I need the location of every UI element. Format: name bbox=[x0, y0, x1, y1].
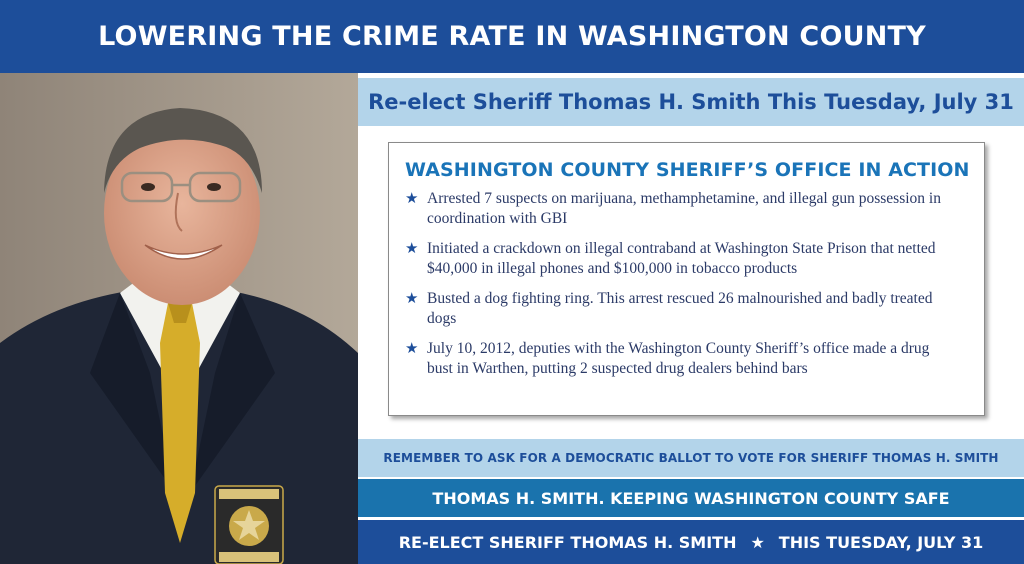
banner-title: LOWERING THE CRIME RATE IN WASHINGTON COUNTY bbox=[98, 21, 926, 52]
star-icon: ★ bbox=[405, 291, 419, 307]
slogan-banner bbox=[358, 479, 1024, 517]
top-banner bbox=[0, 0, 1024, 73]
action-item bbox=[405, 189, 968, 229]
reelect-right-text: THIS TUESDAY, JULY 31 bbox=[778, 532, 984, 552]
action-title: WASHINGTON COUNTY SHERIFF’S OFFICE IN ACTION bbox=[405, 159, 970, 181]
sheriff-portrait-illustration bbox=[0, 73, 358, 564]
star-icon: ★ bbox=[750, 532, 765, 552]
ballot-reminder bbox=[358, 439, 1024, 477]
action-item-text: Arrested 7 suspects on marijuana, methamphetamine, and illegal gun possession in coordination with GBI bbox=[427, 190, 941, 227]
action-item-text: Busted a dog fighting ring. This arrest rescued 26 malnourished and badly treated dogs bbox=[427, 290, 933, 327]
election-subhead bbox=[358, 78, 1024, 126]
reelect-banner bbox=[358, 520, 1024, 564]
action-item bbox=[405, 289, 968, 329]
subhead-text: Re-elect Sheriff Thomas H. Smith This Tuesday, July 31 bbox=[368, 90, 1014, 114]
star-icon: ★ bbox=[405, 241, 419, 257]
action-item bbox=[405, 239, 968, 279]
star-icon: ★ bbox=[405, 191, 419, 207]
reminder-text: REMEMBER TO ASK FOR A DEMOCRATIC BALLOT TO VOTE FOR SHERIFF THOMAS H. SMITH bbox=[383, 451, 999, 465]
sheriff-office-action-box bbox=[388, 142, 985, 416]
action-item bbox=[405, 339, 968, 379]
action-item-text: Initiated a crackdown on illegal contraband at Washington State Prison that netted $40,000 in illegal phones and $100,000 in tobacco products bbox=[427, 240, 936, 277]
slogan-text: THOMAS H. SMITH. KEEPING WASHINGTON COUNTY SAFE bbox=[432, 488, 950, 508]
reelect-left-text: RE-ELECT SHERIFF THOMAS H. SMITH bbox=[398, 532, 737, 552]
star-icon: ★ bbox=[405, 341, 419, 357]
sheriff-photo bbox=[0, 73, 358, 564]
sheriff-badge bbox=[215, 486, 283, 564]
action-item-text: July 10, 2012, deputies with the Washington County Sheriff’s office made a drug bust in Warthen, putting 2 suspected drug dealers behind bars bbox=[427, 340, 930, 377]
right-column bbox=[358, 73, 1024, 564]
